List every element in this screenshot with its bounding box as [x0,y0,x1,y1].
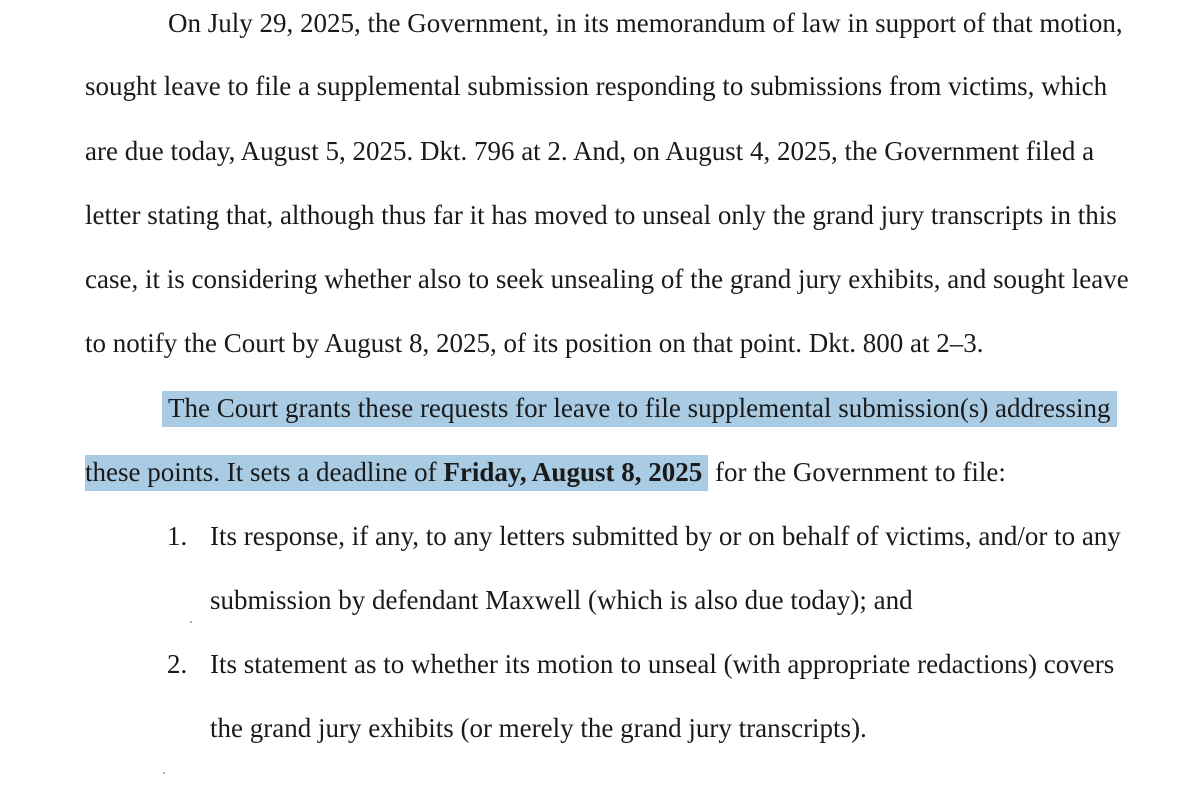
paragraph-line [85,454,1006,490]
list-item-line: submission by defendant Maxwell (which is also due today); and [210,585,913,615]
list-item-line: the grand jury exhibits (or merely the grand jury transcripts). [210,713,867,743]
paragraph-text: for the Government to file: [708,457,1006,487]
list-item-number: 2. [167,649,188,679]
paragraph-line: letter stating that, although thus far it has moved to unseal only the grand jury transcripts in this [85,200,1117,230]
deadline-date: Friday, August 8, 2025 [443,457,703,487]
scan-speck [190,621,192,623]
paragraph-line: to notify the Court by August 8, 2025, of its position on that point. Dkt. 800 at 2–3. [85,328,984,358]
paragraph-line: case, it is considering whether also to seek unsealing of the grand jury exhibits, and sought leave [85,264,1129,294]
paragraph-line: On July 29, 2025, the Government, in its memorandum of law in support of that motion, [168,8,1123,38]
paragraph-line: are due today, August 5, 2025. Dkt. 796 at 2. And, on August 4, 2025, the Government filed a [85,136,1095,166]
text-selection-highlight [85,455,708,491]
text-selection-highlight: The Court grants these requests for leave to file supplemental submission(s) addressing [162,391,1117,427]
scan-speck [163,772,165,774]
list-item-line: Its response, if any, to any letters submitted by or on behalf of victims, and/or to any [210,521,1121,551]
paragraph-line: sought leave to file a supplemental submission responding to submissions from victims, which [85,71,1108,101]
highlighted-line [168,390,1117,426]
list-item-line: Its statement as to whether its motion to unseal (with appropriate redactions) covers [210,649,1115,679]
list-item-number: 1. [167,521,188,551]
highlighted-text: these points. It sets a deadline of [85,457,444,487]
